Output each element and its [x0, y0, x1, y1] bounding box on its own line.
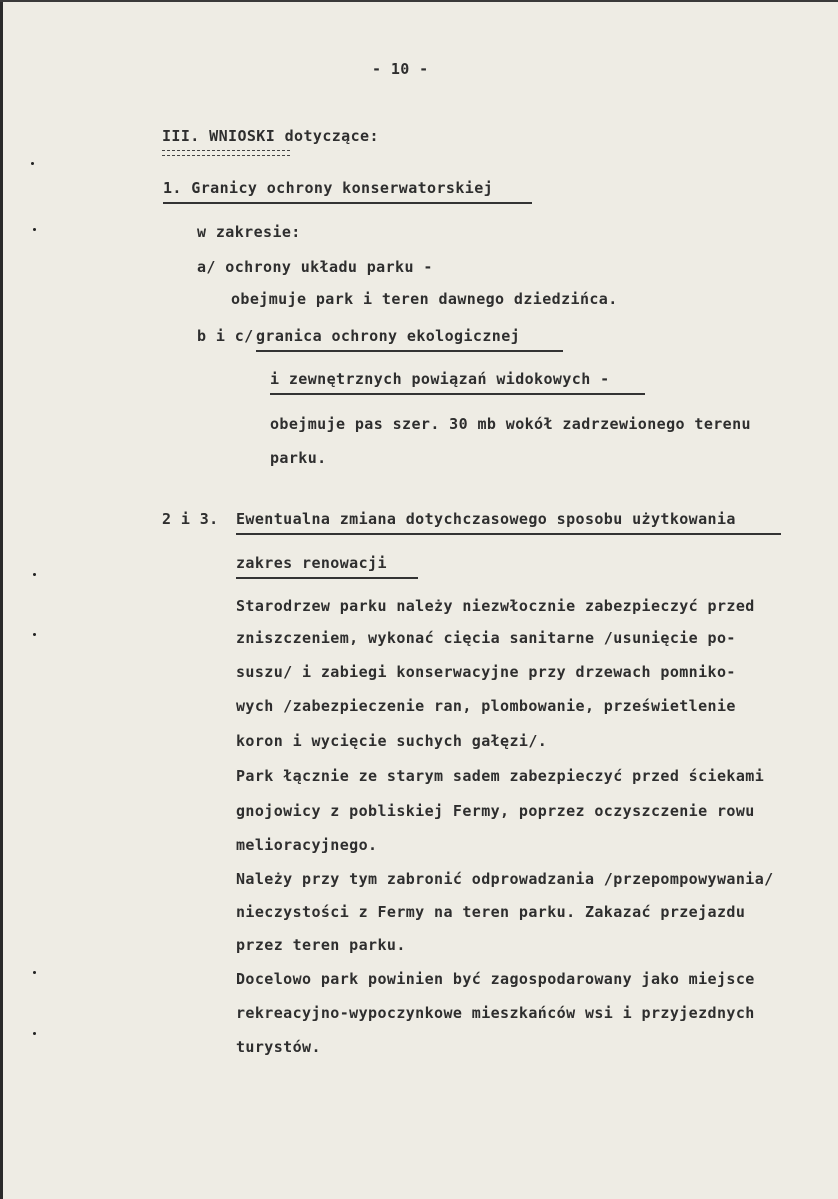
section1-item-a: a/ ochrony układu parku -: [197, 258, 433, 276]
paragraph-line: melioracyjnego.: [236, 836, 378, 854]
paragraph-line: gnojowicy z pobliskiej Fermy, poprzez oczyszczenie rowu: [236, 802, 755, 820]
scan-speck: [33, 573, 36, 576]
section1-item-bc-desc1: obejmuje pas szer. 30 mb wokół zadrzewionego terenu: [270, 415, 751, 433]
section1-item-bc-title1: granica ochrony ekologicznej: [256, 326, 563, 352]
scan-border-top: [0, 0, 838, 2]
paragraph-line: zniszczeniem, wykonać cięcia sanitarne /usunięcie po-: [236, 629, 736, 647]
section1-item-bc-title2: i zewnętrznych powiązań widokowych -: [270, 369, 645, 395]
scan-speck: [33, 228, 36, 231]
paragraph-line: suszu/ i zabiegi konserwacyjne przy drzewach pomniko-: [236, 663, 736, 681]
scan-speck: [31, 162, 34, 165]
heading-double-underline: [162, 150, 290, 156]
section1-item-bc-desc2: parku.: [270, 449, 327, 467]
section23-number: 2 i 3.: [162, 510, 219, 528]
scan-speck: [33, 1032, 36, 1035]
paragraph-line: rekreacyjno-wypoczynkowe mieszkańców wsi i przyjezdnych: [236, 1004, 755, 1022]
section1-item-bc-prefix: b i c/: [197, 327, 254, 345]
section1-item-a-desc: obejmuje park i teren dawnego dziedzińca.: [231, 290, 618, 308]
paragraph-line: Starodrzew parku należy niezwłocznie zabezpieczyć przed: [236, 597, 755, 615]
section-heading: III. WNIOSKI dotyczące:: [162, 127, 379, 145]
scan-speck: [33, 633, 36, 636]
paragraph-line: Park łącznie ze starym sadem zabezpieczyć przed ściekami: [236, 767, 765, 785]
section1-scope: w zakresie:: [197, 223, 301, 241]
paragraph-line: koron i wycięcie suchych gałęzi/.: [236, 732, 548, 750]
paragraph-line: nieczystości z Fermy na teren parku. Zakazać przejazdu: [236, 903, 746, 921]
paragraph-line: wych /zabezpieczenie ran, plombowanie, prześwietlenie: [236, 697, 736, 715]
paragraph-line: Docelowo park powinien być zagospodarowany jako miejsce: [236, 970, 755, 988]
paragraph-line: przez teren parku.: [236, 936, 406, 954]
scan-border-left: [0, 0, 3, 1199]
paragraph-line: turystów.: [236, 1038, 321, 1056]
section23-title2: zakres renowacji: [236, 553, 418, 579]
scan-speck: [33, 971, 36, 974]
section1-title: 1. Granicy ochrony konserwatorskiej: [163, 178, 532, 204]
page-number: - 10 -: [372, 60, 429, 78]
paragraph-line: Należy przy tym zabronić odprowadzania /przepompowywania/: [236, 870, 774, 888]
section23-title1: Ewentualna zmiana dotychczasowego sposobu użytkowania: [236, 509, 781, 535]
